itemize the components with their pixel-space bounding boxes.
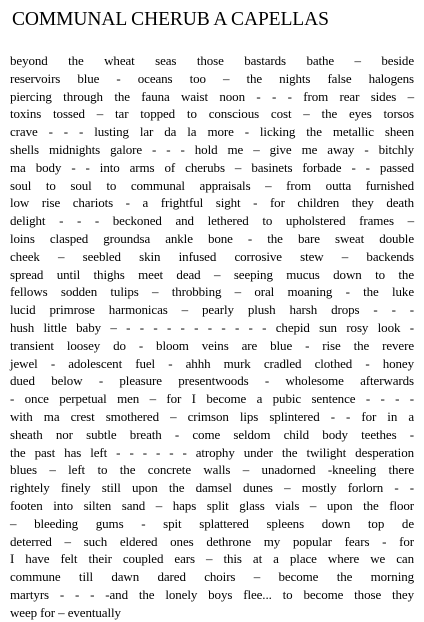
poem-line: dued below - pleasure presentwoods - wholesome afterwards [10, 373, 414, 389]
poem-line: crave - - - lusting lar da la more - licking the metallic sheen [10, 124, 414, 140]
poem-line: delight - - - beckoned and lethered to upholstered frames – [10, 213, 414, 229]
poem-line: rightely finely still upon the damsel dunes – mostly forlorn - - [10, 480, 414, 496]
poem-line: ma body - - into arms of cherubs – basinets forbade - - passed [10, 159, 414, 175]
poem-line: jewel - adolescent fuel - ahhh murk cradled clothed - honey [10, 355, 414, 371]
poem-line: fellows sodden tulips – throbbing – oral moaning - the luke [10, 284, 414, 300]
poem-line: commune till dawn dared choirs – become the morning [10, 569, 414, 585]
poem-line: toxins tossed – tar topped to conscious cost – the eyes torsos [10, 106, 414, 122]
poem-line: blues – left to the concrete walls – unadorned -kneeling there [10, 462, 414, 478]
poem-line: hush little baby – - - - - - - - - - - - chepid sun rosy look - [10, 319, 414, 335]
poem-line: martyrs - - - -and the lonely boys flee... to become those they [10, 586, 414, 602]
poem-line: lucid primrose harmonicas – pearly plush harsh drops - - - [10, 302, 414, 318]
poem-line: – bleeding gums - spit splattered spleens down top de [10, 515, 414, 531]
poem-line: sheath nor subtle breath - come seldom child body teethes - [10, 426, 414, 442]
poem-line: reservoirs blue - oceans too – the nights false halogens [10, 70, 414, 86]
poem-line: transient loosey do - bloom veins are blue - rise the revere [10, 337, 414, 353]
poem-body [10, 52, 414, 622]
poem-line: deterred – such eldered ones dethrone my popular fears - for [10, 533, 414, 549]
poem-line: with ma crest smothered – crimson lips splintered - - for in a [10, 408, 414, 424]
poem-line: shells midnights galore - - - hold me – give me away - bitchly [10, 141, 414, 157]
poem-line: spread until thighs meet dead – seeping mucus down to the [10, 266, 414, 282]
poem-line: low rise chariots - a frightful sight - for children they death [10, 195, 414, 211]
poem-line: footen into silten sand – haps split glass vials – upon the floor [10, 497, 414, 513]
poem-title: COMMUNAL CHERUB A CAPELLAS [12, 9, 329, 30]
poem-line: I have felt their coupled ears – this at a place where we can [10, 551, 414, 567]
poem-line: beyond the wheat seas those bastards bathe – beside [10, 53, 414, 68]
poem-line: soul to soul to communal appraisals – from outta furnished [10, 177, 414, 193]
poem-line: the past has left - - - - - - atrophy under the twilight desperation [10, 444, 414, 460]
poem-line: cheek – seebled skin infused corrosive stew – backends [10, 248, 414, 264]
poem-line: - once perpetual men – for I become a pubic sentence - - - - [10, 391, 414, 407]
poem-line: loins clasped groundsa ankle bone - the bare sweat double [10, 230, 414, 246]
poem-line: piercing through the fauna waist noon - - - from rear sides – [10, 88, 414, 104]
poem-line: weep for – eventually [10, 604, 121, 620]
